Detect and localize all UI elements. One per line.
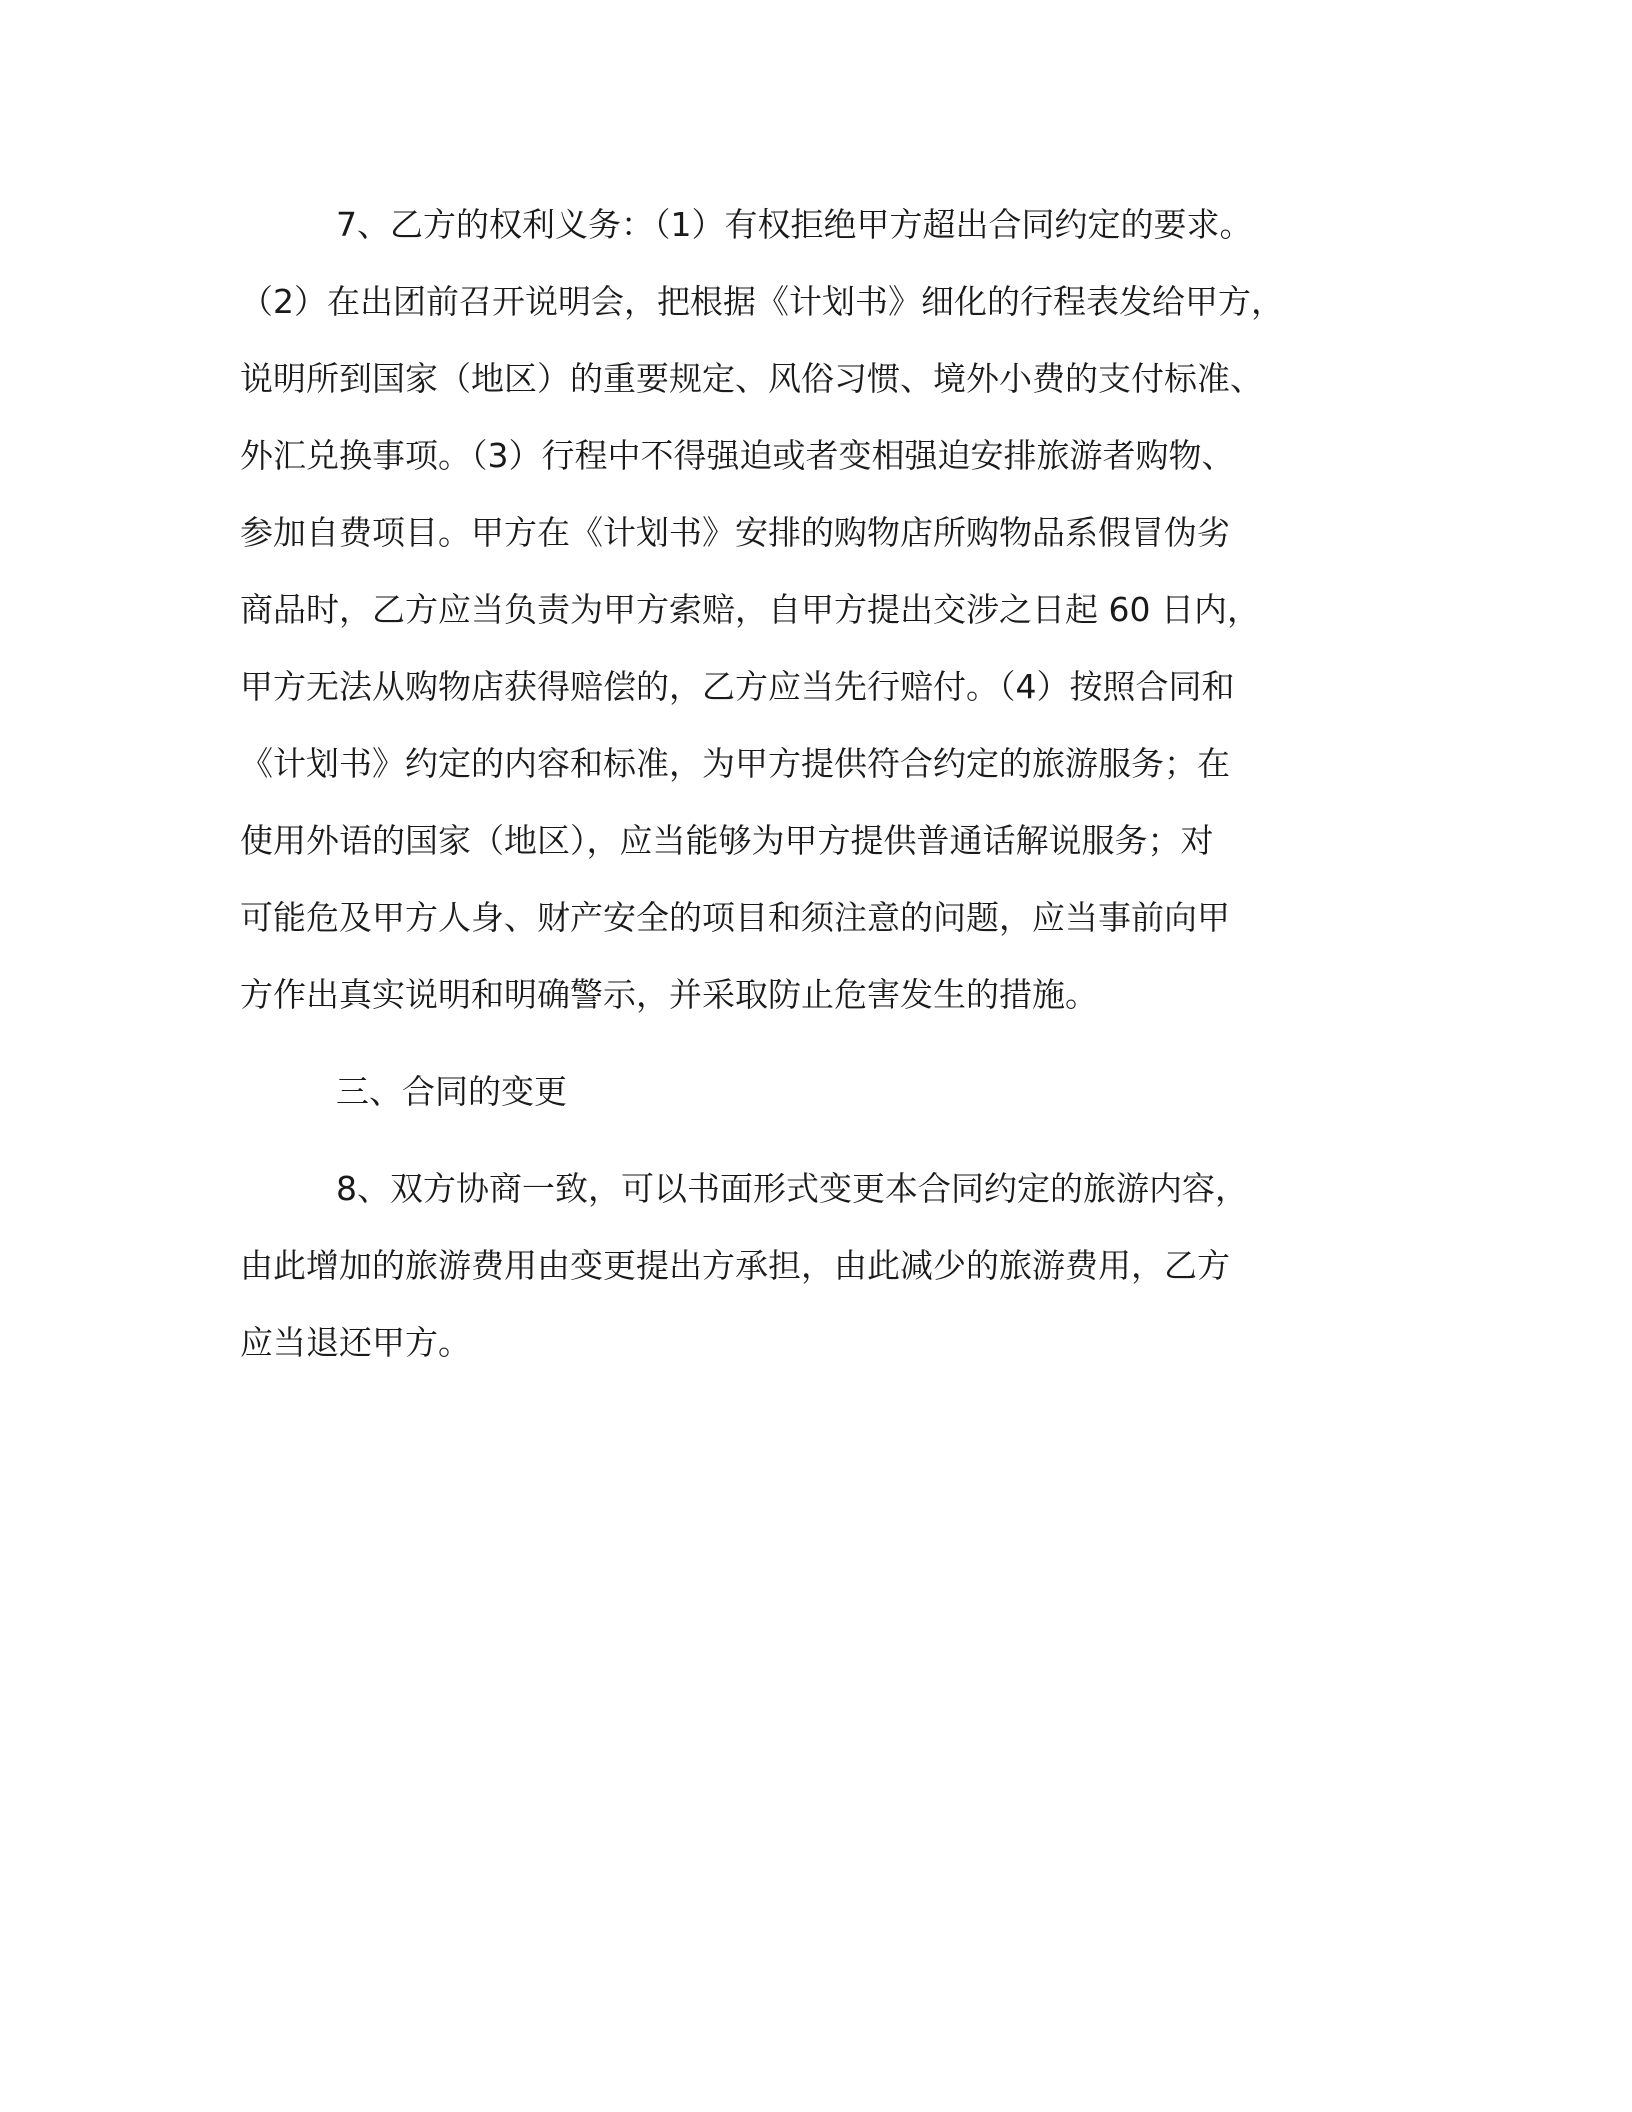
paragraph-7	[240, 186, 1392, 1033]
paragraph-line: 应当退还甲方。	[240, 1323, 471, 1362]
paragraph-line: 7、乙方的权利义务：（1）有权拒绝甲方超出合同约定的要求。	[336, 205, 1253, 244]
paragraph-line: 参加自费项目。甲方在《计划书》安排的购物店所购物品系假冒伪劣	[240, 513, 1230, 552]
paragraph-line: 由此增加的旅游费用由变更提出方承担，由此减少的旅游费用，乙方	[240, 1246, 1230, 1285]
paragraph-line: 8、双方协商一致，可以书面形式变更本合同约定的旅游内容，	[336, 1169, 1248, 1208]
paragraph-line: 商品时，乙方应当负责为甲方索赔，自甲方提出交涉之日起 60 日内，	[240, 590, 1260, 629]
paragraph-line: 可能危及甲方人身、财产安全的项目和须注意的问题，应当事前向甲	[240, 898, 1230, 937]
paragraph-8	[240, 1150, 1392, 1381]
paragraph-line: （2）在出团前召开说明会，把根据《计划书》细化的行程表发给甲方，	[240, 282, 1284, 321]
paragraph-line: 方作出真实说明和明确警示，并采取防止危害发生的措施。	[240, 975, 1098, 1014]
section-heading-text: 三、合同的变更	[336, 1072, 567, 1111]
paragraph-line: 外汇兑换事项。（3）行程中不得强迫或者变相强迫安排旅游者购物、	[240, 436, 1235, 475]
paragraph-line: 说明所到国家（地区）的重要规定、风俗习惯、境外小费的支付标准、	[240, 359, 1263, 398]
paragraph-line: 甲方无法从购物店获得赔偿的，乙方应当先行赔付。（4）按照合同和	[240, 667, 1235, 706]
paragraph-line: 《计划书》约定的内容和标准，为甲方提供符合约定的旅游服务；在	[240, 744, 1230, 783]
section-heading	[240, 1053, 1392, 1130]
document-body	[240, 186, 1392, 1381]
paragraph-line: 使用外语的国家（地区），应当能够为甲方提供普通话解说服务；对	[240, 821, 1214, 860]
